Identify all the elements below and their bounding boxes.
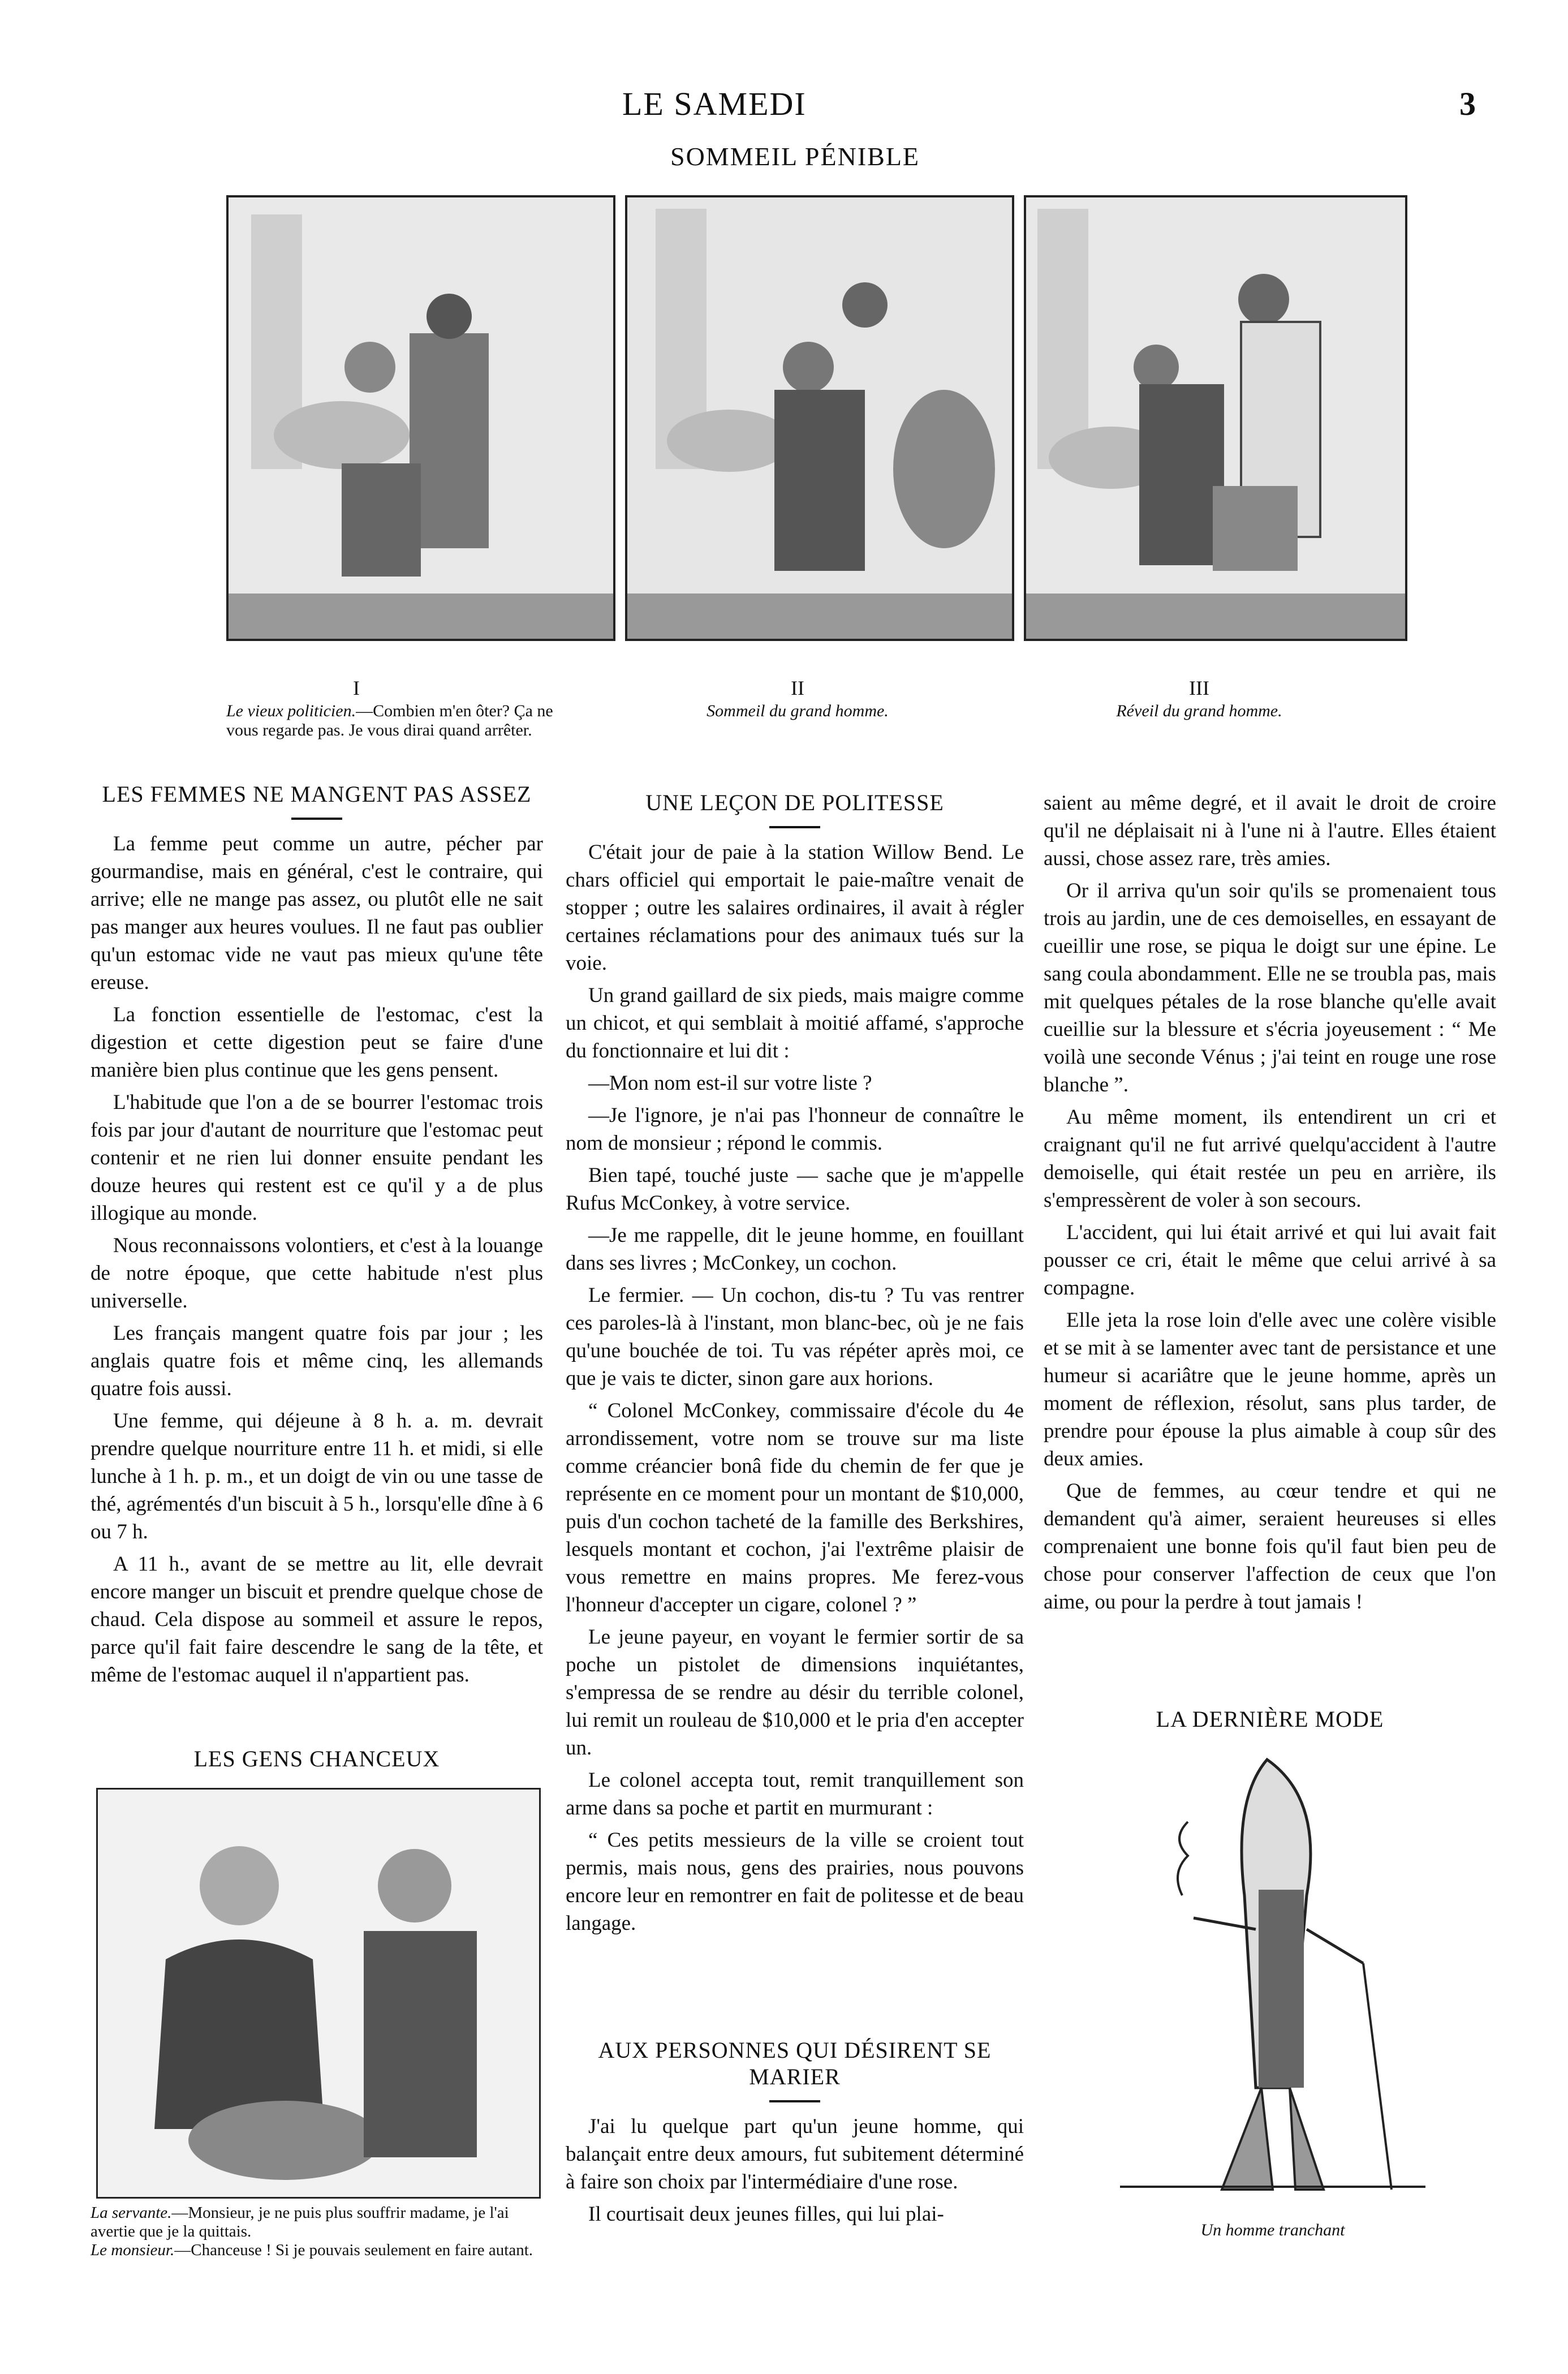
knife-man-drawing: [1120, 1748, 1425, 2212]
knife-man-caption: Un homme tranchant: [1200, 2221, 1345, 2239]
comic-panel-2: [625, 195, 1014, 641]
paragraph: Les français mangent quatre fois par jour ; les anglais quatre fois et même cinq, les allemands quatre fois aussi.: [91, 1322, 543, 1400]
paragraph: Au même moment, ils entendirent un cri et craignant qu'il ne fut arrivé quelqu'accident à l'autre demoiselle, qui était restée un peu en arrière, ils s'empressèrent de voler à son secours.: [1044, 1106, 1496, 1212]
paragraph: L'habitude que l'on a de se bourrer l'estomac trois fois par jour d'autant de nourriture que l'estomac peut contenir et ne rien lui donner ensuite pendant les douze heures qui restent est ce qu'il y a de plus illogique au monde.: [91, 1091, 543, 1225]
paragraph: Le jeune payeur, en voyant le fermier sortir de sa poche un pistolet de dimensions inquiétantes, s'empressa de se rendre au désir du terrible colonel, lui remit un rouleau de $10,000 et le pria d'en accepter un.: [566, 1625, 1024, 1760]
comic-panel-3: [1024, 195, 1407, 641]
comic-title: SOMMEIL PÉNIBLE: [670, 142, 920, 171]
paragraph: La femme peut comme un autre, pécher par gourmandise, mais en général, c'est le contraire, qui arrive; elle ne mange pas assez, ou plutôt elle ne sait pas manger aux heures voulues. Il ne faut pas oublier qu'un estomac vide ne vaut pas mieux qu'une tête ereuse.: [91, 832, 543, 994]
article-1-body: [91, 830, 543, 1689]
paragraph: Or il arriva qu'un soir qu'ils se promenaient tous trois au jardin, une de ces demoiselles, en essayant de cueillir une rose, se piqua le doigt sur une épine. Le sang coula abondamment. Elle ne se troubla pas, mais mit quelques pétales de la rose blanche qu'elle avait cueillie sur la blessure et s'écria joyeusement : “ Me voilà une seconde Vénus ; j'ai teint en rouge une rose blanche ”.: [1044, 879, 1496, 1096]
servant-cartoon: [96, 1788, 541, 2199]
paragraph: Le colonel accepta tout, remit tranquillement son arme dans sa poche et partit en murmurant :: [566, 1769, 1024, 1820]
paragraph: Elle jeta la rose loin d'elle avec une colère visible et se mit à se lamenter avec tant de persistance et une humeur si acariâtre que le jeune homme, après un moment de réflexion, résolut, sans plus tarder, de prendre pour épouse la plus aimable à coup sûr des deux amies.: [1044, 1309, 1496, 1470]
panel-3-caption: Réveil du grand homme.: [1116, 702, 1282, 720]
paragraph: Une femme, qui déjeune à 8 h. a. m. devrait prendre quelque nourriture entre 11 h. et midi, si elle lunche à 1 h. p. m., et un doigt de vin ou une tasse de thé, agrémentés d'un biscuit à 5 h., lorsqu'elle dîne à 6 ou 7 h.: [91, 1409, 543, 1543]
paragraph: Un grand gaillard de six pieds, mais maigre comme un chicot, et qui semblait à moitié affamé, s'approche du fonctionnaire et lui dit :: [566, 984, 1024, 1063]
paragraph: Que de femmes, au cœur tendre et qui ne demandent qu'à aimer, seraient heureuses si elles comprenaient une bonne fois qu'il faut bien peu de chose pour conserver l'affection de ceux que l'on aime, ou pour la perdre à tout jamais !: [1044, 1480, 1496, 1614]
paragraph: A 11 h., avant de se mettre au lit, elle devrait encore manger un biscuit et prendre quelque chose de chaud. Cela dispose au sommeil et assure le repos, parce qu'il fait faire descendre le sang de la tête, et même de l'estomac auquel il n'appartient pas.: [91, 1552, 543, 1687]
paragraph: Le fermier. — Un cochon, dis-tu ? Tu vas rentrer ces paroles-là à l'instant, mon blanc-bec, où je ne fais qu'une bouchée de toi. Tu vas répéter après moi, ce que je vais te dicter, sinon gare aux horions.: [566, 1284, 1024, 1390]
article-politeness-lesson: [566, 789, 1024, 1942]
panel-1-caption-speaker: Le vieux politicien.: [226, 702, 356, 720]
article-4-body-start: [566, 2113, 1024, 2228]
panel-1-number: I: [353, 677, 360, 699]
panel-1-caption-text: —Combien m'en ôter? Ça ne vous regarde pas. Je vous dirai quand arrêter.: [226, 702, 553, 739]
caption-text: —Monsieur, je ne puis plus souffrir madame, je l'ai avertie que je la quittais.: [91, 2204, 509, 2240]
panel-3-illustration: [1026, 197, 1405, 639]
heading-rule: [291, 818, 342, 820]
caption-line: [91, 2204, 543, 2241]
caption-speaker: Le monsieur.: [91, 2241, 175, 2259]
caption-text: —Chanceuse ! Si je pouvais seulement en faire autant.: [174, 2241, 533, 2259]
article-4-body-continued: [1044, 789, 1496, 1620]
panel-2-illustration: [627, 197, 1012, 639]
paragraph: —Je me rappelle, dit le jeune homme, en fouillant dans ses livres ; McConkey, un cochon.: [566, 1224, 1024, 1275]
article-5-heading: LA DERNIÈRE MODE: [1156, 1706, 1384, 1732]
article-2-heading: LES GENS CHANCEUX: [193, 1746, 440, 1771]
article-4-heading: AUX PERSONNES QUI DÉSIRENT SE MARIER: [598, 2037, 992, 2089]
comic-panel-1: [226, 195, 615, 641]
page-number: 3: [1459, 85, 1476, 122]
paragraph: Il courtisait deux jeunes filles, qui lui plai-: [588, 2203, 944, 2226]
paragraph: L'accident, qui lui était arrivé et qui lui avait fait pousser ce cri, était le même que celui arrivé à sa compagne.: [1044, 1221, 1496, 1300]
panel-1-illustration: [229, 197, 613, 639]
panel-2-number: II: [791, 677, 804, 699]
paragraph: “ Ces petits messieurs de la ville se croient tout permis, mais nous, gens des prairies, nous pouvons encore leur en remontrer en fait de politesse et de beau langage.: [566, 1829, 1024, 1935]
article-marriage: [566, 2037, 1024, 2233]
heading-rule: [769, 826, 820, 828]
article-1-heading: LES FEMMES NE MANGENT PAS ASSEZ: [102, 781, 532, 807]
article-women-eat: [91, 781, 543, 1693]
article-lucky-people: [91, 1745, 543, 1772]
paragraph: J'ai lu quelque part qu'un jeune homme, qui balançait entre deux amours, fut subitement déterminé à faire son choix par l'intermédiaire d'une rose.: [566, 2115, 1024, 2194]
paragraph: —Je l'ignore, je n'ai pas l'honneur de connaître le nom de monsieur ; répond le commis.: [566, 1104, 1024, 1155]
newspaper-title: LE SAMEDI: [622, 85, 807, 122]
paragraph: —Mon nom est-il sur votre liste ?: [588, 1072, 872, 1095]
paragraph: Bien tapé, touché juste — sache que je m'appelle Rufus McConkey, à votre service.: [566, 1164, 1024, 1215]
caption-speaker: La servante.: [91, 2204, 172, 2222]
servant-cartoon-caption: [91, 2204, 543, 2260]
paragraph: La fonction essentielle de l'estomac, c'est la digestion et cette digestion peut se faire d'une manière bien plus continue que les gens pensent.: [91, 1003, 543, 1082]
paragraph: C'était jour de paie à la station Willow Bend. Le chars officiel qui emportait le paie-maître venait de stopper ; outre les salaires ordinaires, il avait à régler certaines réclamations pour des animaux tués sur la voie.: [566, 841, 1024, 975]
panel-2-caption: Sommeil du grand homme.: [707, 702, 889, 720]
heading-rule: [769, 2100, 820, 2102]
servant-cartoon-illustration: [98, 1790, 539, 2197]
panel-1-caption: [226, 702, 560, 740]
paragraph: saient au même degré, et il avait le droit de croire qu'il ne déplaisait ni à l'une ni à l'autre. Elles étaient aussi, chose assez rare, très amies.: [1044, 792, 1496, 870]
article-3-heading: UNE LEÇON DE POLITESSE: [645, 790, 944, 815]
knife-man-illustration: [1120, 1748, 1425, 2212]
article-3-body: [566, 838, 1024, 1937]
caption-line: [91, 2241, 543, 2260]
paragraph: “ Colonel McConkey, commissaire d'école du 4e arrondissement, votre nom se trouve sur ma liste comme créancier bonâ fide du chemin de fer que je représente en ce moment pour un montant de $10,000, puis d'un cochon tacheté de la famille des Berkshires, lesquels montant et cochon, j'ai l'extrême plaisir de vous remettre en mains propres. Me ferez-vous l'honneur d'accepter un cigare, colonel ? ”: [566, 1399, 1024, 1616]
paragraph: Nous reconnaissons volontiers, et c'est à la louange de notre époque, que cette habitude n'est plus universelle.: [91, 1234, 543, 1313]
panel-3-number: III: [1189, 677, 1209, 699]
